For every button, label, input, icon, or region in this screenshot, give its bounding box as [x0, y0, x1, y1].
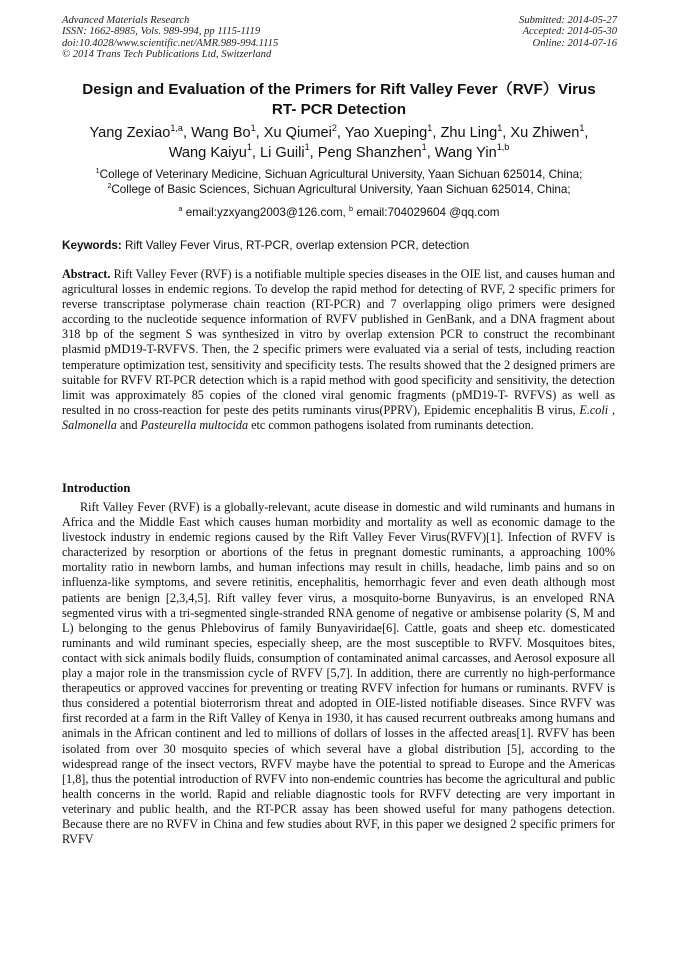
introduction-text: Rift Valley Fever (RVF) is a globally-relevant, acute disease in domestic and wild ruminants and humans in Africa and the Middle East which causes human morbidity and mortality as well as economic damage to the livestock industry in endemic regions caused by the Rift Valley Fever Virus(RVFV)[1]. Infection of RVFV is characterized by resorption or abortions of the fetus in pregnant domestic ruminants, a approaching 100% mortality ratio in newborn lambs, and human infections may result in chills, headache, limb pains and so on influenza-like symptoms, and severe retinitis, encephalitis, hemorrhagic fever and even death although most patients are benign [2,3,4,5]. Rift valley fever virus, a mosquito-borne Bunyavirus, is an enveloped RNA segmented virus with a tri-segmented single-stranded RNA genome of negative or ambisense polarity (S, M and L) belonging to the genus Phlebovirus of family Bunyaviridae[6]. Cattle, goats and sheep etc. domesticated ruminants and wild ruminant species, especially sheep, are the most susceptible to RVFV. Mosquitoes bites, contact with sick animals bodily fluids, consumption of contaminated animal carcasses, and Aerosol exposure all play a major role in the transmission cycle of RVFV [5,7]. In addition, there are currently no high-performance therapeutics or approved vaccines for preventing or treating RVFV infection for humans or ruminants. RVFV is thus considered a potential bioterrorism threat and adopted in OIE-listed notifiable diseases. Since RVFV was first recorded at a farm in the Rift Valley of Kenya in 1930, it has caused recurrent outbreaks among humans and animals in the African continent and led to millions of dollars of losses in the affected areas[1]. RVFV has been isolated from over 30 mosquito species of which several have a global distribution [5], according to the widespread range of the insect vectors, RVFV maybe have the potential to spread to Europe and the Americas [1,8], thus the potential introduction of RVFV into non-endemic countries has become the agricultural and public health concerns in the world. Rapid and reliable diagnostic tools for RVFV detecting are very important in veterinary and public health, and the RT-PCR assay has been showed useful for many pathogens detection. Because there are no RVFV in China and few studies about RVF, in this paper we designed 2 specific primers for RVFV	[62, 500, 615, 847]
abstract: Abstract. Rift Valley Fever (RVF) is a notifiable multiple species diseases in the OIE list, and causes human and agricultural losses in endemic regions. To develop the rapid method for detecting of RVF, 2 specific primers for reverse transcriptase polymerase chain reaction (RT-PCR) and 7 overlapping oligo primers were designed according to the nucleotide sequence information of RVFV published in GenBank, and a DNA fragment about 318 bp of the segment S was synthesized in vitro by overlap extension PCR to construct the recombinant plasmid pMD19-T-RVFVS. Then, the 2 specific primers were evaluated via a serial of tests, including reaction temperature optimization test, sensitivity and specificity tests. The results showed that the 2 designed primers are suitable for RVFV RT-PCR detection which is a rapid method with good specificity and sensitivity, the detection limit was approximately 85 copies of the cloned viral genomic fragments (pMD19-T- RVFVS) as well as resulted in no cross-reaction for peste des petits ruminants virus(PPRV), Epidemic encephalitis B virus, E.coli , Salmonella and Pasteurella multocida etc common pathogens isolated from ruminants detection.	[62, 267, 615, 432]
introduction-paragraph	[62, 500, 615, 847]
author: Yao Xueping$^1$,	[344, 122, 441, 141]
email-b: email:704029604 @qq.com	[353, 206, 500, 219]
author: Xu Qiumei$^2$,	[263, 122, 345, 141]
email-marker-a: a	[178, 203, 183, 213]
journal-name: Advanced Materials Research	[62, 15, 190, 26]
author: Wang Yin$^{1,b}$	[434, 142, 510, 161]
issn-line: ISSN: 1662-8985, Vols. 989-994, pp 1115-1119	[62, 26, 261, 38]
affiliation-2: $^2$College of Basic Sciences, Sichuan Agricultural University, Yaan Sichuan 625014, China;	[107, 180, 571, 196]
affiliation-1: $^1$College of Veterinary Medicine, Sichuan Agricultural University, Yaan Sichuan 625014, China;	[95, 165, 583, 181]
submitted-date: Submitted: 2014-05-27	[519, 15, 617, 26]
affiliations	[40, 167, 638, 197]
accepted-date: Accepted: 2014-05-30	[522, 26, 617, 38]
doi-line: doi:10.4028/www.scientific.net/AMR.989-994.1115	[62, 37, 279, 49]
copyright-line: © 2014 Trans Tech Publications Ltd, Switzerland	[62, 49, 272, 61]
journal-info	[62, 15, 278, 61]
title-line-2: RT- PCR Detection	[271, 100, 407, 118]
author: Yang Zexiao$^{1,a}$,	[89, 122, 192, 141]
keywords	[62, 238, 622, 253]
dates-info	[519, 15, 617, 49]
author: Zhu Ling$^1$,	[440, 122, 511, 141]
title-line-1: Design and Evaluation of the Primers for Rift Valley Fever（RVF）Virus	[82, 81, 596, 98]
section-heading-introduction: Introduction	[62, 481, 131, 495]
keywords-text: Rift Valley Fever Virus, RT-PCR, overlap extension PCR, detection	[121, 239, 470, 252]
keywords-label: Keywords:	[62, 239, 122, 252]
author: Wang Kaiyu$^1$,	[168, 142, 260, 161]
author-emails	[40, 205, 638, 220]
abstract-label: Abstract.	[62, 267, 111, 281]
author: Xu Zhiwen$^1$,	[510, 122, 589, 141]
author: Li Guili$^1$,	[260, 142, 318, 161]
online-date: Online: 2014-07-16	[532, 37, 617, 49]
email-a: email:yzxyang2003@126.com,	[182, 206, 350, 219]
abstract-text: Rift Valley Fever (RVF) is a notifiable multiple species diseases in the OIE list, and causes human and agricultural losses in endemic regions. To develop the rapid method for detecting of RVF, 2 specific primers for reverse transcriptase polymerase chain reaction (RT-PCR) and 7 overlapping oligo primers were designed according to the nucleotide sequence information of RVFV published in GenBank, and a DNA fragment about 318 bp of the segment S was synthesized in vitro by overlap extension PCR to construct the recombinant plasmid pMD19-T-RVFVS. Then, the 2 specific primers were evaluated via a serial of tests, including reaction temperature optimization test, sensitivity and specificity tests. The results showed that the 2 designed primers are suitable for RVFV RT-PCR detection which is a rapid method with good specificity and sensitivity, the detection limit was approximately 85 copies of the cloned viral genomic fragments (pMD19-T- RVFVS) as well as resulted in no cross-reaction for peste des petits ruminants virus(PPRV), Epidemic encephalitis B virus,	[62, 267, 615, 417]
paper-title	[40, 80, 638, 119]
email-marker-b: b	[349, 203, 354, 213]
author: Peng Shanzhen$^1$,	[317, 142, 435, 161]
author: Wang Bo$^1$,	[191, 122, 264, 141]
author-list	[40, 124, 638, 163]
